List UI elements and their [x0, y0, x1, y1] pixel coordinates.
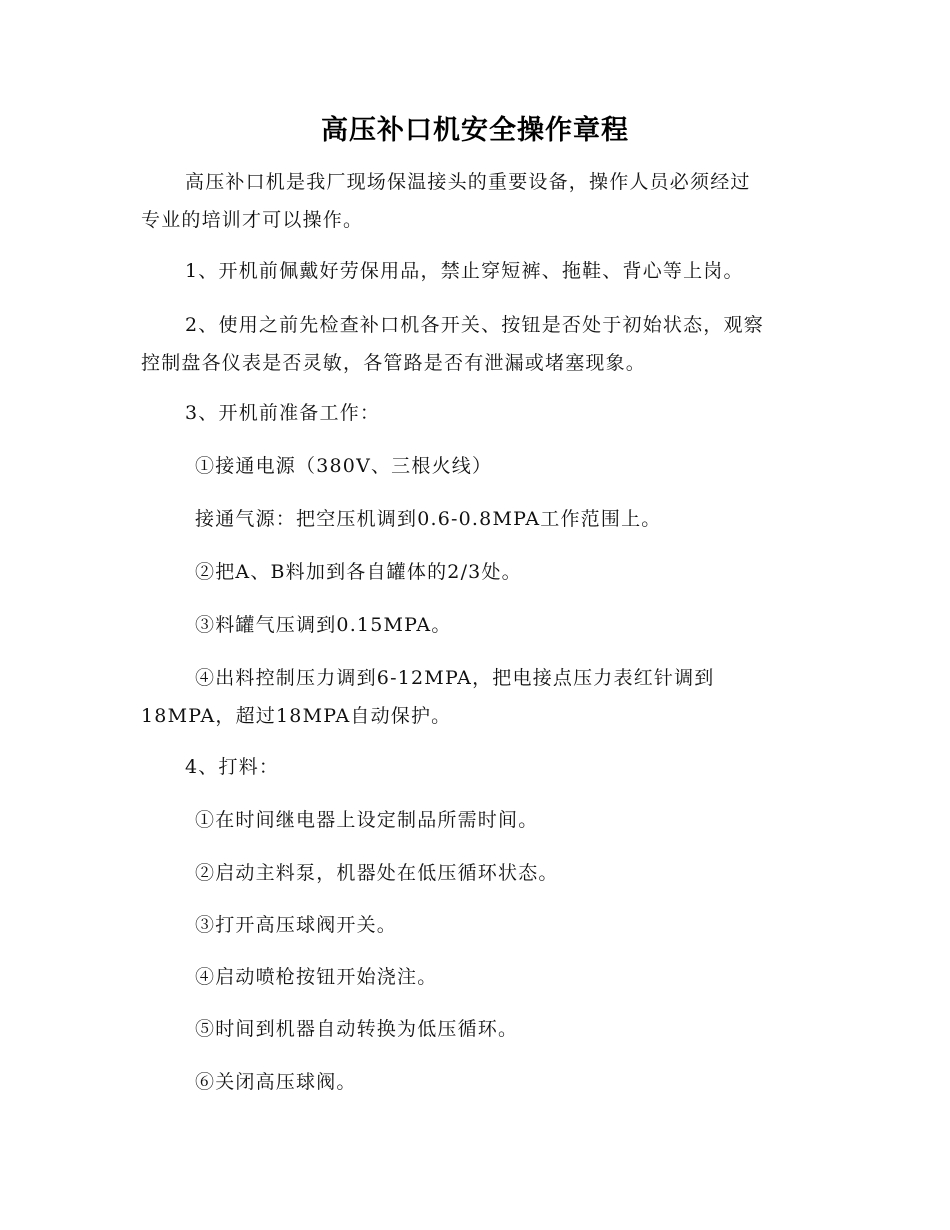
item-4-step-1: [141, 801, 821, 839]
item-4-step-5-text: ⑤时间到机器自动转换为低压循环。: [195, 1018, 519, 1040]
item-4-heading-text: 4、打料：: [185, 756, 280, 778]
item-4-step-5: [141, 1010, 821, 1048]
item-3-step-4-line-1: ④出料控制压力调到6-12MPA，把电接点压力表红针调到: [195, 667, 715, 689]
item-3-step-1b: [141, 500, 821, 538]
intro-line-1: 高压补口机是我厂现场保温接头的重要设备，操作人员必须经过: [185, 171, 751, 193]
item-4-step-2-text: ②启动主料泵，机器处在低压循环状态。: [195, 862, 559, 884]
item-3-step-2-text: ②把A、B料加到各自罐体的2/3处。: [195, 561, 522, 583]
item-4-step-4: [141, 958, 821, 996]
item-1-paragraph: [141, 252, 821, 290]
item-3-step-1b-text: 接通气源：把空压机调到0.6-0.8MPA工作范围上。: [195, 508, 662, 530]
item-4-step-2: [141, 854, 821, 892]
item-3-step-4-line-2: 18MPA，超过18MPA自动保护。: [141, 705, 452, 727]
item-4-heading: [141, 748, 821, 786]
item-3-step-3-text: ③料罐气压调到0.15MPA。: [195, 614, 452, 636]
item-3-step-4: [141, 659, 821, 735]
item-3-heading-text: 3、开机前准备工作：: [185, 402, 381, 424]
item-4-step-3: [141, 906, 821, 944]
item-4-step-1-text: ①在时间继电器上设定制品所需时间。: [195, 809, 539, 831]
intro-line-2: 专业的培训才可以操作。: [141, 209, 364, 231]
item-3-heading: [141, 394, 821, 432]
item-3-step-1-text: ①接通电源（380V、三根火线）: [195, 455, 493, 477]
intro-paragraph: [141, 163, 821, 239]
item-3-step-1: [141, 447, 821, 485]
item-4-step-4-text: ④启动喷枪按钮开始浇注。: [195, 966, 438, 988]
item-4-step-3-text: ③打开高压球阀开关。: [195, 914, 398, 936]
item-3-step-3: [141, 606, 821, 644]
item-4-step-6: [141, 1063, 821, 1101]
item-1-text: 1、开机前佩戴好劳保用品，禁止穿短裤、拖鞋、背心等上岗。: [185, 260, 744, 282]
item-3-step-2: [141, 553, 821, 591]
document-title: 高压补口机安全操作章程: [321, 115, 629, 146]
item-4-step-6-text: ⑥关闭高压球阀。: [195, 1071, 357, 1093]
item-2-paragraph: [141, 306, 821, 382]
item-2-line-2: 控制盘各仪表是否灵敏，各管路是否有泄漏或堵塞现象。: [141, 352, 647, 374]
item-2-line-1: 2、使用之前先检查补口机各开关、按钮是否处于初始状态，观察: [185, 314, 764, 336]
